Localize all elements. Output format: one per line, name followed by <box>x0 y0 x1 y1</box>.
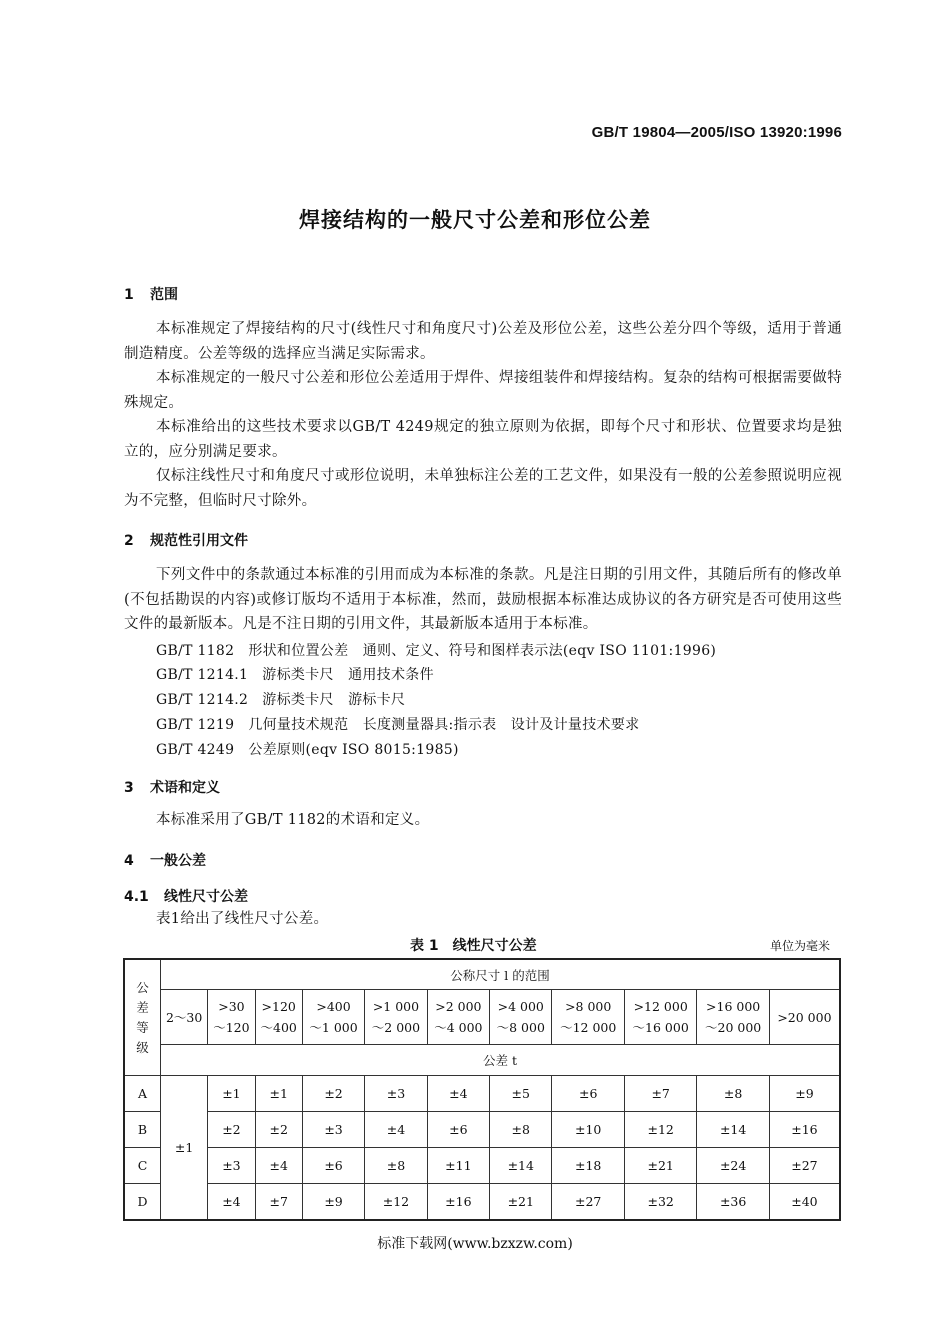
section-2-heading <box>124 530 248 550</box>
grade-cell: B <box>124 1112 161 1148</box>
grade-header-char: 等 <box>136 1019 149 1035</box>
reference-text: 形状和位置公差 通则、定义、符号和图样表示法(eqv ISO 1101:1996) <box>248 643 717 659</box>
section-title: 线性尺寸公差 <box>164 889 248 905</box>
footer-watermark-link[interactable]: 标准下载网(www.bzxzw.com) <box>377 1236 573 1252</box>
range-cell: >400 ～1 000 <box>302 990 364 1045</box>
value-cell: ±3 <box>302 1112 364 1148</box>
range-cell: >120 ～400 <box>255 990 302 1045</box>
section-number: 1 <box>124 287 134 303</box>
reference-code: GB/T 1214.1 <box>156 667 249 683</box>
grade-header-char: 差 <box>136 999 149 1015</box>
range-cell: >1 000 ～2 000 <box>365 990 427 1045</box>
section-4-1-para: 表1给出了线性尺寸公差。 <box>156 911 329 927</box>
value-cell: ±2 <box>208 1112 255 1148</box>
value-cell: ±18 <box>552 1148 624 1184</box>
value-cell: ±16 <box>427 1184 489 1221</box>
value-cell: ±8 <box>697 1076 769 1112</box>
value-cell: ±14 <box>490 1148 552 1184</box>
range-cell: >2 000 ～4 000 <box>427 990 489 1045</box>
grade-cell: D <box>124 1184 161 1221</box>
section-1-heading <box>124 284 178 304</box>
value-cell: ±4 <box>427 1076 489 1112</box>
first-range-value: ±1 <box>161 1076 208 1221</box>
reference-item <box>156 689 419 709</box>
table-row <box>124 1184 840 1221</box>
range-cell: 2～30 <box>161 990 208 1045</box>
reference-code: GB/T 4249 <box>156 742 235 758</box>
value-cell: ±36 <box>697 1184 769 1221</box>
reference-code: GB/T 1214.2 <box>156 692 249 708</box>
section-title: 术语和定义 <box>150 780 220 796</box>
tolerance-table <box>123 958 841 1221</box>
range-cell: >16 000 ～20 000 <box>697 990 769 1045</box>
value-cell: ±12 <box>624 1112 696 1148</box>
reference-item <box>156 640 730 660</box>
section-4-heading <box>124 850 206 870</box>
value-cell: ±7 <box>624 1076 696 1112</box>
section-3-para: 本标准采用了GB/T 1182的术语和定义。 <box>156 812 430 828</box>
reference-text: 游标类卡尺 通用技术条件 <box>262 667 434 683</box>
table-row <box>124 1112 840 1148</box>
table-unit: 单位为毫米 <box>769 939 830 953</box>
table-row <box>124 1076 840 1112</box>
value-cell: ±16 <box>769 1112 840 1148</box>
value-cell: ±1 <box>208 1076 255 1112</box>
section-1-para-2: 本标准规定的一般尺寸公差和形位公差适用于焊件、焊接组装件和焊接结构。复杂的结构可根据需要做特殊规定。 <box>124 370 842 411</box>
value-cell: ±4 <box>255 1148 302 1184</box>
value-cell: ±21 <box>624 1148 696 1184</box>
value-cell: ±27 <box>769 1148 840 1184</box>
value-cell: ±14 <box>697 1112 769 1148</box>
reference-item <box>156 664 448 684</box>
section-1-para-4: 仅标注线性尺寸和角度尺寸或形位说明，未单独标注公差的工艺文件，如果没有一般的公差参照说明应视为不完整，但临时尺寸除外。 <box>124 468 842 509</box>
range-header: 公称尺寸 l 的范围 <box>161 959 841 990</box>
value-cell: ±8 <box>365 1148 427 1184</box>
value-cell: ±3 <box>365 1076 427 1112</box>
reference-text: 几何量技术规范 长度测量器具:指示表 设计及计量技术要求 <box>248 717 640 733</box>
section-number: 3 <box>124 780 134 796</box>
value-cell: ±9 <box>302 1184 364 1221</box>
value-cell: ±4 <box>365 1112 427 1148</box>
value-cell: ±6 <box>552 1076 624 1112</box>
range-cell: >20 000 <box>769 990 840 1045</box>
value-cell: ±6 <box>302 1148 364 1184</box>
tolerance-header: 公差 t <box>161 1045 841 1076</box>
table-row <box>124 1148 840 1184</box>
value-cell: ±40 <box>769 1184 840 1221</box>
reference-text: 游标类卡尺 游标卡尺 <box>262 692 406 708</box>
value-cell: ±8 <box>490 1112 552 1148</box>
section-title: 一般公差 <box>150 853 206 869</box>
reference-code: GB/T 1182 <box>156 643 235 659</box>
range-cell: >30 ～120 <box>208 990 255 1045</box>
value-cell: ±5 <box>490 1076 552 1112</box>
value-cell: ±7 <box>255 1184 302 1221</box>
section-number: 4 <box>124 853 134 869</box>
grade-cell: C <box>124 1148 161 1184</box>
table-caption: 表 1 线性尺寸公差 <box>410 938 537 954</box>
value-cell: ±3 <box>208 1148 255 1184</box>
section-title: 范围 <box>150 287 178 303</box>
section-number: 4.1 <box>124 889 149 905</box>
value-cell: ±4 <box>208 1184 255 1221</box>
value-cell: ±2 <box>255 1112 302 1148</box>
value-cell: ±27 <box>552 1184 624 1221</box>
value-cell: ±12 <box>365 1184 427 1221</box>
document-title: 焊接结构的一般尺寸公差和形位公差 <box>299 208 651 232</box>
section-title: 规范性引用文件 <box>150 533 248 549</box>
section-number: 2 <box>124 533 134 549</box>
value-cell: ±10 <box>552 1112 624 1148</box>
value-cell: ±21 <box>490 1184 552 1221</box>
reference-text: 公差原则(eqv ISO 8015:1985) <box>248 742 459 758</box>
grade-header-char: 级 <box>136 1039 149 1055</box>
grade-header-cell <box>124 959 161 1076</box>
section-3-heading <box>124 777 220 797</box>
section-4-1-heading <box>124 886 248 906</box>
section-1-para-1: 本标准规定了焊接结构的尺寸(线性尺寸和角度尺寸)公差及形位公差，这些公差分四个等级，适用于普通制造精度。公差等级的选择应当满足实际需求。 <box>124 321 842 362</box>
value-cell: ±32 <box>624 1184 696 1221</box>
value-cell: ±9 <box>769 1076 840 1112</box>
range-cell: >12 000 ～16 000 <box>624 990 696 1045</box>
value-cell: ±11 <box>427 1148 489 1184</box>
value-cell: ±1 <box>255 1076 302 1112</box>
section-1-para-3: 本标准给出的这些技术要求以GB/T 4249规定的独立原则为依据，即每个尺寸和形状、位置要求均是独立的，应分别满足要求。 <box>124 419 842 460</box>
section-2-para: 下列文件中的条款通过本标准的引用而成为本标准的条款。凡是注日期的引用文件，其随后所有的修改单(不包括勘误的内容)或修订版均不适用于本标准，然而，鼓励根据本标准达成协议的各方研究是否可使用这些文件的最新版本。凡是不注日期的引用文件，其最新版本适用于本标准。 <box>124 567 842 632</box>
reference-code: GB/T 1219 <box>156 717 235 733</box>
value-cell: ±6 <box>427 1112 489 1148</box>
reference-item <box>156 714 653 734</box>
grade-cell: A <box>124 1076 161 1112</box>
value-cell: ±24 <box>697 1148 769 1184</box>
range-cell: >8 000 ～12 000 <box>552 990 624 1045</box>
grade-header-char: 公 <box>136 979 149 995</box>
range-cell: >4 000 ～8 000 <box>490 990 552 1045</box>
value-cell: ±2 <box>302 1076 364 1112</box>
reference-item <box>156 739 473 759</box>
standard-code: GB/T 19804—2005/ISO 13920:1996 <box>591 124 842 141</box>
